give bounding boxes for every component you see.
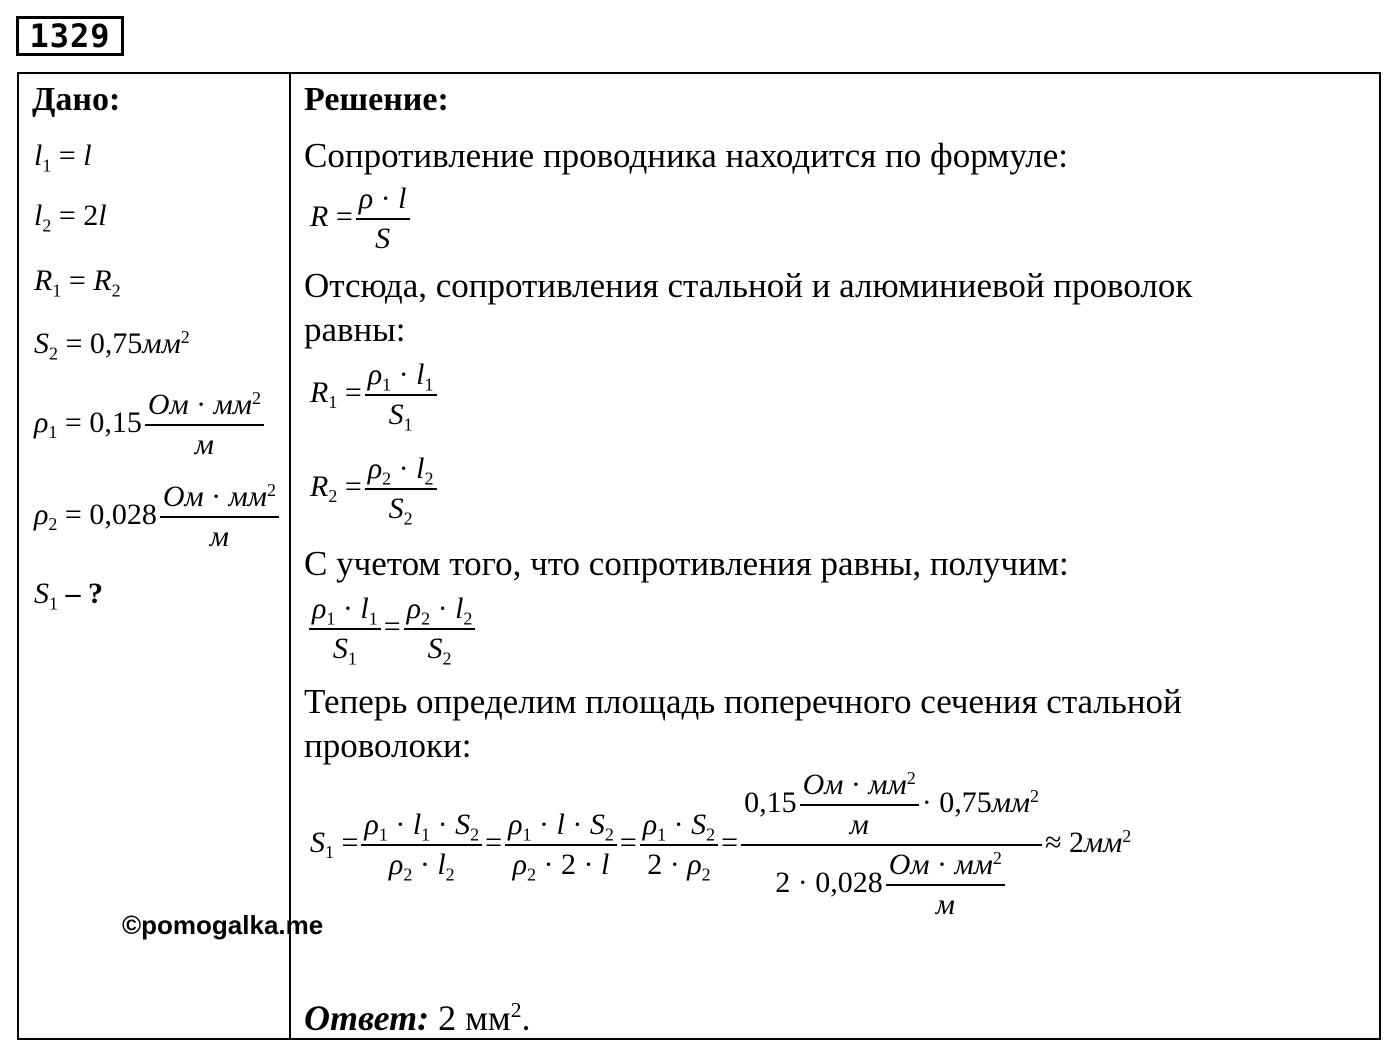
answer-power: 2 xyxy=(510,998,522,1023)
given-s2: $S_2 = 0,75мм^2$ xyxy=(34,327,190,364)
given-heading: Дано: xyxy=(32,81,121,118)
answer-value: 2 мм xyxy=(429,998,511,1038)
answer-line xyxy=(304,996,531,1040)
text-now: Теперь определим площадь поперечного сечения стальной xyxy=(304,682,1182,721)
given-rho2: $\rho_2 = 0,028$ $\frac{Ом \cdot мм^2}{м}$ xyxy=(34,480,282,554)
text-considering: С учетом того, что сопротивления равны, получим: xyxy=(304,544,1069,583)
watermark: ©pomogalka.me xyxy=(122,910,324,940)
answer-label: Ответ: xyxy=(304,998,430,1038)
unknown-mark: ? xyxy=(88,577,103,610)
text-equal: равны: xyxy=(304,310,406,349)
given-rho1: $\rho_1 = 0,15$ $\frac{Ом \cdot мм^2}{м}$ xyxy=(34,388,267,462)
given-r-equal: $R_1 = R_2$ xyxy=(34,264,121,301)
formula-s1-result: $S_1$ = $\frac{\rho_1 \cdot l_1 \cdot S_2}{\rho_2 \cdot l_2}$ = $\frac{\rho_1 \cdot l \cdot S_2}{\rho_2 \cdot 2 \cdot l}$ = $\frac{\rho_1 \cdot S_2}{2 \cdot \rho_2}$ = 0,15 $\frac{Ом \cdot мм^2}{м}$ · $0,75мм^2$ 2 · 0,028 $\frac{Ом \cdot мм^2}{м}$ ≈ $2мм^2$ xyxy=(310,768,1132,921)
text-hence: Отсюда, сопротивления стальной и алюминиевой проволок xyxy=(304,266,1193,305)
formula-r1: $R_1$ = $\frac{\rho_1 \cdot l_1}{S_1}$ xyxy=(310,358,440,432)
given-unknown-s1: $S_1$ – ? xyxy=(34,577,103,614)
formula-r2: $R_2$ = $\frac{\rho_2 \cdot l_2}{S_2}$ xyxy=(310,452,440,526)
formula-resistance: R = $\frac{\rho \cdot l}{S}$ xyxy=(310,182,413,256)
given-l1: $l_1 = l$ xyxy=(34,139,92,176)
column-divider xyxy=(289,72,291,1040)
given-l2: $l_2 = 2l$ xyxy=(34,199,107,236)
text-formula-intro: Сопротивление проводника находится по формуле: xyxy=(304,136,1069,175)
solution-heading: Решение: xyxy=(304,81,449,118)
formula-equality: $\frac{\rho_1 \cdot l_1}{S_1}$ = $\frac{\rho_2 \cdot l_2}{S_2}$ xyxy=(306,592,478,666)
text-wire: проволоки: xyxy=(304,726,472,765)
problem-number: 1329 xyxy=(16,16,124,56)
answer-end: . xyxy=(521,998,531,1038)
